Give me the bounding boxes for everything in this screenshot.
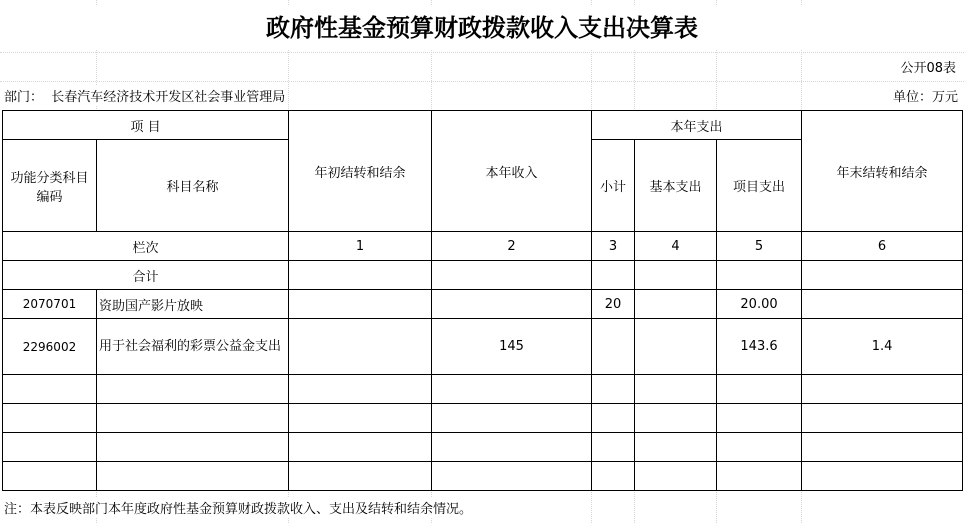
header-code[interactable]: 功能分类科目编码: [3, 140, 97, 232]
empty-cell[interactable]: [3, 375, 97, 404]
empty-cell[interactable]: [289, 375, 432, 404]
header-basic[interactable]: 基本支出: [635, 140, 717, 232]
empty-cell[interactable]: [432, 404, 592, 433]
column-index-cell[interactable]: 5: [717, 232, 802, 261]
empty-cell[interactable]: [635, 375, 717, 404]
empty-cell[interactable]: [97, 433, 289, 462]
empty-cell[interactable]: [289, 433, 432, 462]
header-income[interactable]: 本年收入: [432, 111, 592, 232]
department-label: 部门：: [4, 90, 44, 105]
empty-cell[interactable]: [592, 404, 635, 433]
column-index-cell[interactable]: 3: [592, 232, 635, 261]
table-cell[interactable]: [289, 319, 432, 375]
table-cell[interactable]: [289, 261, 432, 290]
page-title: 政府性基金预算财政拨款收入支出决算表: [0, 6, 964, 50]
header-item[interactable]: 项 目: [3, 111, 289, 140]
header-expenditure[interactable]: 本年支出: [592, 111, 802, 140]
row-code[interactable]: 2296002: [3, 319, 97, 375]
empty-cell[interactable]: [432, 462, 592, 491]
table-note: 注：本表反映部门本年度政府性基金预算财政拨款收入、支出及结转和结余情况。: [4, 498, 472, 517]
empty-cell[interactable]: [3, 433, 97, 462]
empty-cell[interactable]: [717, 462, 802, 491]
total-label[interactable]: 合计: [3, 261, 289, 290]
table-cell[interactable]: 20: [592, 290, 635, 319]
row-name[interactable]: 资助国产影片放映: [97, 290, 289, 319]
table-cell[interactable]: [635, 319, 717, 375]
empty-cell[interactable]: [289, 404, 432, 433]
table-cell[interactable]: 20.00: [717, 290, 802, 319]
header-name[interactable]: 科目名称: [97, 140, 289, 232]
empty-cell[interactable]: [802, 433, 963, 462]
gridline: [0, 52, 964, 53]
column-index-cell[interactable]: 4: [635, 232, 717, 261]
header-row: [3, 111, 963, 140]
empty-row: [3, 375, 963, 404]
row-code[interactable]: 2070701: [3, 290, 97, 319]
column-index-cell[interactable]: 6: [802, 232, 963, 261]
empty-cell[interactable]: [717, 433, 802, 462]
empty-cell[interactable]: [717, 375, 802, 404]
header-closing-balance[interactable]: 年末结转和结余: [802, 111, 963, 232]
empty-cell[interactable]: [635, 404, 717, 433]
table-cell[interactable]: [289, 290, 432, 319]
header-subtotal[interactable]: 小计: [592, 140, 635, 232]
unit-label: 单位：万元: [889, 86, 958, 105]
empty-cell[interactable]: [432, 375, 592, 404]
empty-cell[interactable]: [592, 375, 635, 404]
table-cell[interactable]: 1.4: [802, 319, 963, 375]
empty-row: [3, 433, 963, 462]
table-cell[interactable]: [717, 261, 802, 290]
empty-cell[interactable]: [802, 375, 963, 404]
column-index-row: [3, 232, 963, 261]
empty-cell[interactable]: [289, 462, 432, 491]
empty-row: [3, 462, 963, 491]
empty-cell[interactable]: [97, 404, 289, 433]
empty-row: [3, 404, 963, 433]
table-cell[interactable]: [592, 319, 635, 375]
empty-cell[interactable]: [717, 404, 802, 433]
total-row: [3, 261, 963, 290]
column-index-cell[interactable]: 2: [432, 232, 592, 261]
empty-cell[interactable]: [3, 404, 97, 433]
header-opening-balance[interactable]: 年初结转和结余: [289, 111, 432, 232]
empty-cell[interactable]: [802, 462, 963, 491]
empty-cell[interactable]: [635, 462, 717, 491]
table-cell[interactable]: [592, 261, 635, 290]
empty-cell[interactable]: [3, 462, 97, 491]
header-project[interactable]: 项目支出: [717, 140, 802, 232]
row-name[interactable]: 用于社会福利的彩票公益金支出: [97, 319, 289, 375]
table-cell[interactable]: [432, 261, 592, 290]
table-cell[interactable]: 143.6: [717, 319, 802, 375]
gridline: [0, 81, 964, 82]
empty-cell[interactable]: [592, 462, 635, 491]
empty-cell[interactable]: [432, 433, 592, 462]
table-cell[interactable]: [802, 261, 963, 290]
form-number: 公开08表: [896, 57, 956, 76]
empty-cell[interactable]: [592, 433, 635, 462]
department-line: [4, 86, 285, 105]
table-row: [3, 319, 963, 375]
column-index-cell[interactable]: 1: [289, 232, 432, 261]
budget-table: [2, 110, 963, 491]
column-index-label[interactable]: 栏次: [3, 232, 289, 261]
table-cell[interactable]: [802, 290, 963, 319]
table-cell[interactable]: [432, 290, 592, 319]
table-cell[interactable]: 145: [432, 319, 592, 375]
table-cell[interactable]: [635, 261, 717, 290]
department-name: 长春汽车经济技术开发区社会事业管理局: [51, 90, 286, 105]
table-row: [3, 290, 963, 319]
empty-cell[interactable]: [97, 462, 289, 491]
empty-cell[interactable]: [802, 404, 963, 433]
empty-cell[interactable]: [97, 375, 289, 404]
table-cell[interactable]: [635, 290, 717, 319]
empty-cell[interactable]: [635, 433, 717, 462]
